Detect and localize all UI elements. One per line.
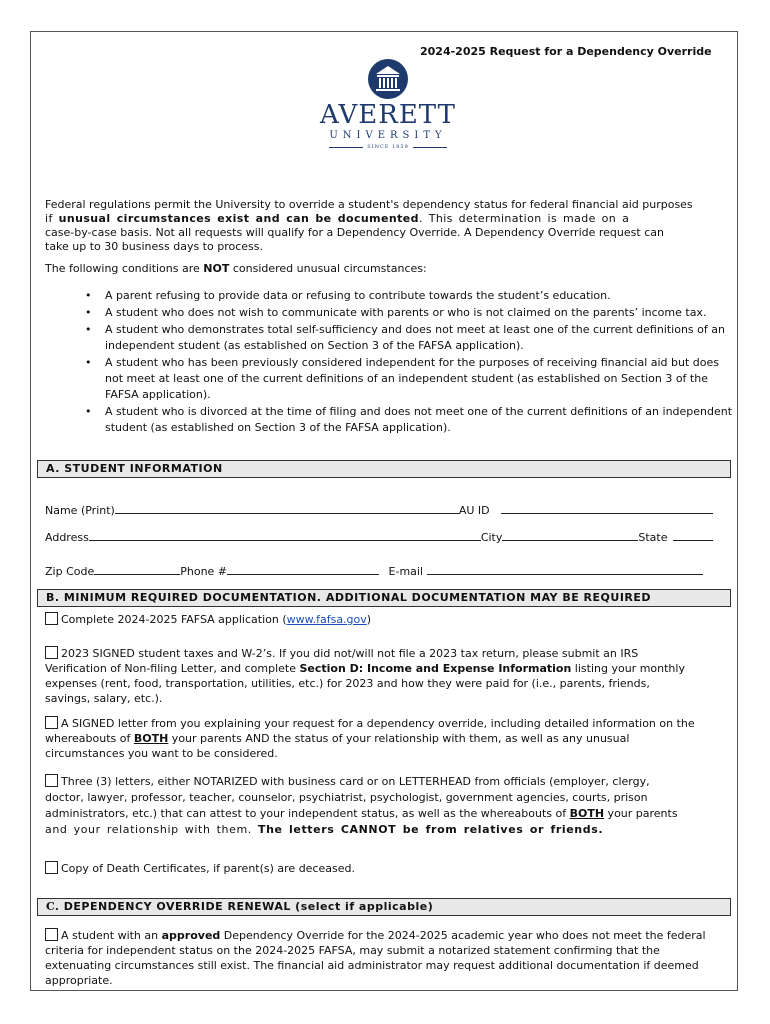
list-item: • A parent refusing to provide data or refusing to contribute towards the student’s education. bbox=[45, 288, 735, 304]
logo-wordmark: AVERETT bbox=[320, 100, 456, 130]
name-field[interactable] bbox=[115, 503, 459, 514]
conditions-intro: The following conditions are NOT considered unusual circumstances: bbox=[45, 262, 427, 275]
address-row: Address City State bbox=[45, 530, 713, 544]
list-item: • A student who does not wish to communicate with parents or who is not claimed on the parents’ income tax. bbox=[45, 305, 735, 321]
section-b-header: B. MINIMUM REQUIRED DOCUMENTATION. ADDITIONAL DOCUMENTATION MAY BE REQUIRED bbox=[37, 589, 731, 607]
address-field[interactable] bbox=[89, 530, 481, 541]
list-item: • A student who demonstrates total self-sufficiency and does not meet at least one of the current definitions of an independent student (as established on Section 3 of the FAFSA application). bbox=[45, 322, 735, 354]
section-c-header: C. DEPENDENCY OVERRIDE RENEWAL (select if applicable) bbox=[37, 898, 731, 916]
doc-item-death-certificates: Copy of Death Certificates, if parent(s) are deceased. bbox=[45, 861, 735, 876]
au-id-field[interactable] bbox=[501, 503, 713, 514]
logo-since: SINCE 1859 bbox=[367, 144, 409, 150]
doc-item-letter: A SIGNED letter from you explaining your request for a dependency override, including detailed information on the whereabouts of BOTH your parents AND the status of your relationship with them, as well as any unusual circumstances you want to be considered. bbox=[45, 717, 695, 760]
university-building-icon bbox=[366, 58, 410, 100]
city-field[interactable] bbox=[502, 530, 638, 541]
doc-item-fafsa: Complete 2024-2025 FAFSA application (www.fafsa.gov) bbox=[45, 612, 735, 627]
three-letters-checkbox[interactable] bbox=[45, 774, 58, 787]
fafsa-link[interactable]: www.fafsa.gov bbox=[286, 613, 367, 626]
renewal-item: A student with an approved Dependency Override for the 2024-2025 academic year who does not meet the federal criteria for independent status on the 2024-2025 FAFSA, may submit a notarized statement confirming that the extenuating circumstances still exist. The financial aid administrator may request additional documentation if deemed appropriate. bbox=[45, 929, 706, 987]
zip-field[interactable] bbox=[94, 564, 180, 575]
intro-paragraph: Federal regulations permit the University to override a student's dependency status for federal financial aid purposes if unusual circumstances exist and can be documented. This determination is made on a case-by-case basis. Not all requests will qualify for a Dependency Override. A Dependency Override request can take up to 30 business days to process. bbox=[45, 198, 693, 253]
name-row: Name (Print) AU ID bbox=[45, 503, 713, 517]
death-cert-checkbox[interactable] bbox=[45, 861, 58, 874]
fafsa-checkbox[interactable] bbox=[45, 612, 58, 625]
logo-university: UNIVERSITY bbox=[329, 130, 447, 141]
conditions-list bbox=[45, 288, 735, 437]
document-title: 2024-2025 Request for a Dependency Override bbox=[420, 45, 712, 58]
contact-row: Zip Code Phone # E-mail bbox=[45, 564, 703, 578]
doc-item-taxes: 2023 SIGNED student taxes and W-2’s. If you did not/will not file a 2023 tax return, please submit an IRS Verification of Non-filing Letter, and complete Section D: Income and Expense Information listing your monthly expenses (rent, food, transportation, utilities, etc.) for 2023 and how they were paid for (i.e., parents, friends, savings, salary, etc.). bbox=[45, 647, 685, 705]
email-field[interactable] bbox=[427, 564, 703, 575]
doc-item-three-letters: Three (3) letters, either NOTARIZED with business card or on LETTERHEAD from officials (employer, clergy, doctor, lawyer, professor, teacher, counselor, psychiatrist, psychologist, government agencies, courts, prison administrators, etc.) that can attest to your independent status, as well as the whereabouts of BOTH your parents and your relationship with them. The letters CANNOT be from relatives or friends. bbox=[45, 775, 678, 836]
state-field[interactable] bbox=[673, 530, 713, 541]
averett-logo bbox=[318, 58, 458, 150]
phone-field[interactable] bbox=[227, 564, 379, 575]
list-item: • A student who has been previously considered independent for the purposes of receiving financial aid but does not meet at least one of the current definitions of an independent student (as established on Section 3 of the FAFSA application). bbox=[45, 355, 735, 403]
renewal-checkbox[interactable] bbox=[45, 928, 58, 941]
section-a-header: A. STUDENT INFORMATION bbox=[37, 460, 731, 478]
taxes-checkbox[interactable] bbox=[45, 646, 58, 659]
list-item: • A student who is divorced at the time of filing and does not meet one of the current definitions of an independent student (as established on Section 3 of the FAFSA application). bbox=[45, 404, 735, 436]
letter-checkbox[interactable] bbox=[45, 716, 58, 729]
